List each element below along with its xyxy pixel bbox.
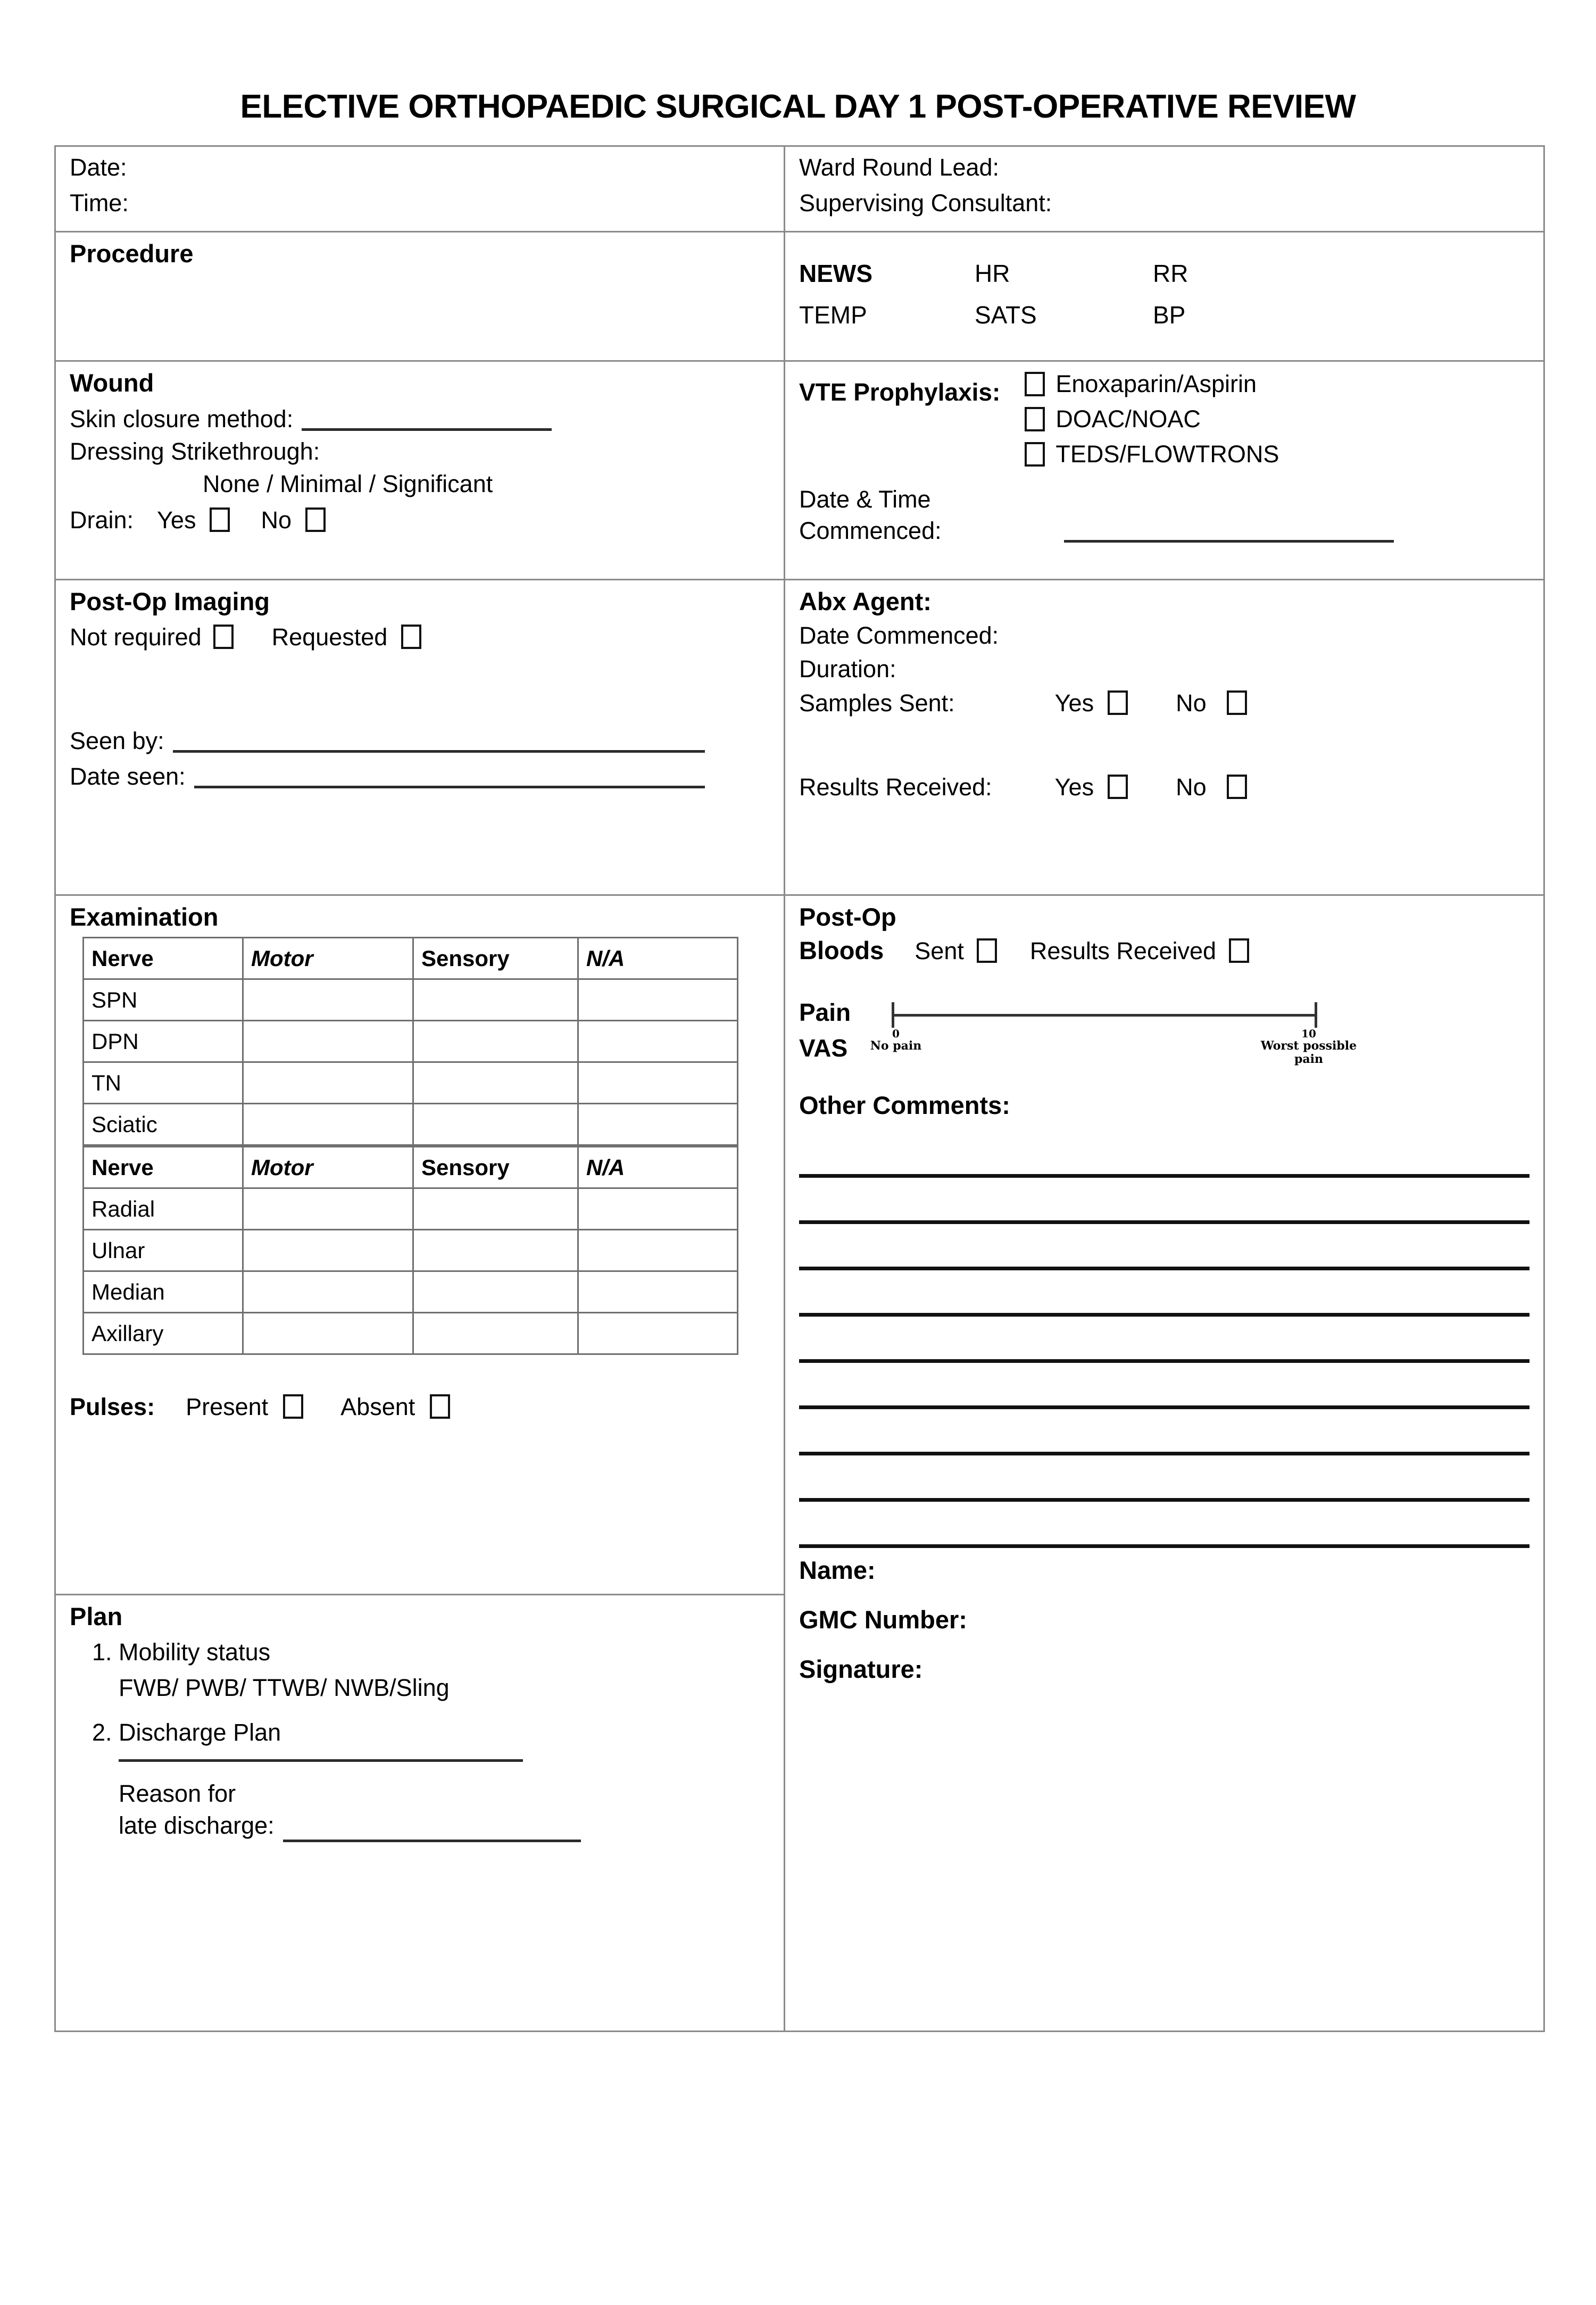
motor-cell[interactable] [243, 1230, 413, 1271]
na-cell[interactable] [578, 1021, 738, 1062]
sensory-cell[interactable] [413, 1188, 578, 1230]
vte-option-label: DOAC/NOAC [1055, 405, 1201, 432]
sensory-cell[interactable] [413, 1271, 578, 1313]
nerve-table-upper-limb [82, 1146, 738, 1355]
bloods-heading-line2: Bloods [799, 936, 884, 964]
table-row [84, 1271, 738, 1313]
abx-samples-sent-label: Samples Sent: [799, 689, 955, 717]
bloods-sent-checkbox[interactable] [977, 938, 997, 963]
skin-closure-row [70, 407, 770, 431]
procedure-heading: Procedure [70, 239, 194, 268]
vte-datetime-input[interactable] [1064, 540, 1394, 543]
col-header-sensory: Sensory [413, 1147, 578, 1188]
reason-row [119, 1810, 770, 1842]
wound-heading: Wound [70, 369, 154, 397]
abx-heading: Abx Agent: [799, 587, 932, 615]
drain-label: Drain: [70, 506, 134, 534]
na-cell[interactable] [578, 1062, 738, 1104]
vas-max-endpoint [1256, 1028, 1362, 1067]
motor-cell[interactable] [243, 1104, 413, 1145]
bloods-heading-line1: Post-Op [799, 903, 896, 931]
date-label: Date: [70, 154, 127, 181]
sensory-cell[interactable] [413, 1313, 578, 1354]
imaging-heading: Post-Op Imaging [70, 587, 270, 615]
pulses-present-label: Present [186, 1393, 269, 1420]
comment-line[interactable] [799, 1502, 1530, 1548]
col-header-na: N/A [578, 938, 738, 979]
dressing-strikethrough-label: Dressing Strikethrough: [70, 438, 320, 465]
pulses-present-checkbox[interactable] [283, 1394, 303, 1419]
plan-ordered-list [70, 1640, 770, 1665]
col-header-sensory: Sensory [413, 938, 578, 979]
imaging-seen-by-input[interactable] [173, 750, 705, 753]
comments-heading: Other Comments: [799, 1091, 1010, 1119]
sats-label: SATS [975, 301, 1037, 329]
nerve-name-cell: TN [84, 1062, 243, 1104]
spacer [70, 179, 770, 191]
bp-label: BP [1153, 301, 1186, 329]
plan-ordered-list-2 [70, 1720, 770, 1745]
col-header-nerve: Nerve [84, 1147, 243, 1188]
na-cell[interactable] [578, 1271, 738, 1313]
vte-datetime-label-line2: Commenced: [799, 517, 942, 544]
imaging-not-required-checkbox[interactable] [213, 625, 234, 649]
drain-no-label: No [261, 506, 292, 534]
drain-row [70, 507, 770, 532]
col-header-motor: Motor [243, 938, 413, 979]
table-header-row [84, 1147, 738, 1188]
imaging-options-row [70, 625, 770, 649]
table-row-imaging-abx [55, 580, 1544, 895]
vte-datetime-row [799, 519, 1530, 543]
cell-procedure [55, 232, 785, 361]
bloods-sent-label: Sent [915, 937, 964, 964]
pain-vas-scale[interactable] [870, 1002, 1357, 1076]
bloods-results-received-label: Results Received [1029, 937, 1217, 964]
vte-datetime-label-line1: Date & Time [799, 486, 931, 513]
table-row [84, 1104, 738, 1145]
examination-heading: Examination [70, 903, 219, 931]
table-row [84, 1188, 738, 1230]
vte-doac-checkbox[interactable] [1025, 407, 1045, 431]
imaging-date-seen-input[interactable] [194, 786, 705, 788]
vte-option-label: TEDS/FLOWTRONS [1055, 440, 1279, 468]
cell-imaging [55, 580, 785, 895]
skin-closure-input[interactable] [302, 428, 552, 431]
vas-max-caption-line1: Worst possible [1260, 1039, 1357, 1053]
comment-line[interactable] [799, 1363, 1530, 1409]
vas-axis-line [892, 1014, 1317, 1017]
vte-teds-checkbox[interactable] [1025, 442, 1045, 467]
plan-item-1-label: Mobility status [119, 1638, 271, 1666]
abx-results-yes-checkbox[interactable] [1108, 775, 1128, 799]
pulses-absent-checkbox[interactable] [430, 1394, 450, 1419]
table-row-wound-vte [55, 361, 1544, 580]
table-row [84, 1313, 738, 1354]
imaging-requested-label: Requested [271, 623, 388, 651]
comments-lines [799, 1131, 1530, 1548]
plan-item-discharge [119, 1720, 770, 1745]
col-header-motor: Motor [243, 1147, 413, 1188]
abx-date-commenced-label: Date Commenced: [799, 622, 999, 649]
table-row-examination-bloods [55, 895, 1544, 1595]
vas-min-endpoint [864, 1028, 928, 1053]
page-title: ELECTIVE ORTHOPAEDIC SURGICAL DAY 1 POST-OPERATIVE REVIEW [240, 88, 1356, 125]
vte-block [799, 370, 1530, 476]
vte-option-doac[interactable] [1025, 405, 1279, 433]
pain-vas-block [799, 995, 1530, 1076]
abx-samples-yes-label: Yes [1054, 689, 1094, 717]
late-discharge-reason-block [119, 1778, 770, 1843]
table-row-procedure-vitals [55, 232, 1544, 361]
col-header-na: N/A [578, 1147, 738, 1188]
abx-results-yes-label: Yes [1054, 773, 1094, 801]
time-label: Time: [70, 189, 129, 217]
drain-yes-checkbox[interactable] [210, 507, 230, 532]
imaging-date-seen-row [70, 764, 770, 788]
vas-end-labels [870, 1027, 1357, 1076]
vte-option-label: Enoxaparin/Aspirin [1055, 370, 1257, 397]
comment-line[interactable] [799, 1409, 1530, 1455]
imaging-seen-by-label: Seen by: [70, 727, 164, 754]
motor-cell[interactable] [243, 1188, 413, 1230]
sensory-cell[interactable] [413, 979, 578, 1021]
reason-label-line2: late discharge: [119, 1812, 275, 1840]
vte-enoxaparin-checkbox[interactable] [1025, 372, 1045, 396]
vte-options [1025, 370, 1279, 476]
na-cell[interactable] [578, 1104, 738, 1145]
motor-cell[interactable] [243, 1271, 413, 1313]
pulses-label: Pulses: [70, 1393, 155, 1420]
vas-label: VAS [799, 1034, 848, 1062]
table-header-row [84, 938, 738, 979]
abx-results-no-label: No [1176, 773, 1207, 801]
cell-plan [55, 1595, 785, 2032]
ward-round-lead-label: Ward Round Lead: [799, 154, 1000, 181]
plan-item-mobility [119, 1640, 770, 1665]
cell-abx [785, 580, 1544, 895]
bloods-row [799, 938, 1530, 963]
vas-axis-bar[interactable] [892, 1002, 1317, 1028]
table-row [84, 1230, 738, 1271]
vas-min-caption: No pain [870, 1039, 922, 1053]
plan-mobility-options[interactable]: FWB/ PWB/ TTWB/ NWB/Sling [119, 1674, 450, 1702]
na-cell[interactable] [578, 1313, 738, 1354]
vte-option-enoxaparin[interactable] [1025, 370, 1279, 398]
vitals-row-1 [799, 259, 1530, 288]
abx-samples-sent-row [799, 690, 1530, 715]
comment-line[interactable] [799, 1270, 1530, 1317]
post-op-review-table [54, 145, 1545, 2032]
reason-label-line1: Reason for [119, 1779, 236, 1807]
sensory-cell[interactable] [413, 1021, 578, 1062]
vas-min-value: 0 [892, 1027, 900, 1040]
nerve-name-cell: Axillary [84, 1313, 243, 1354]
table-row [84, 1062, 738, 1104]
discharge-plan-input[interactable] [119, 1759, 523, 1762]
na-cell[interactable] [578, 979, 738, 1021]
gmc-number-label: GMC Number: [799, 1605, 967, 1634]
motor-cell[interactable] [243, 1021, 413, 1062]
vte-heading: VTE Prophylaxis: [799, 378, 1001, 406]
table-row [84, 1021, 738, 1062]
supervising-consultant-label: Supervising Consultant: [799, 189, 1052, 217]
nerve-name-cell: Ulnar [84, 1230, 243, 1271]
na-cell[interactable] [578, 1230, 738, 1271]
sensory-cell[interactable] [413, 1062, 578, 1104]
motor-cell[interactable] [243, 1313, 413, 1354]
nerve-name-cell: Median [84, 1271, 243, 1313]
imaging-date-seen-label: Date seen: [70, 763, 186, 790]
late-discharge-reason-input[interactable] [283, 1840, 581, 1842]
cell-wound [55, 361, 785, 580]
vas-max-caption-line2: pain [1294, 1052, 1323, 1067]
imaging-seen-by-row [70, 729, 770, 753]
na-cell[interactable] [578, 1188, 738, 1230]
skin-closure-label: Skin closure method: [70, 405, 294, 432]
abx-results-no-checkbox[interactable] [1227, 775, 1247, 799]
motor-cell[interactable] [243, 979, 413, 1021]
vitals-row-2 [799, 301, 1530, 329]
vas-max-value: 10 [1301, 1027, 1316, 1040]
col-header-nerve: Nerve [84, 938, 243, 979]
abx-samples-no-checkbox[interactable] [1227, 690, 1247, 715]
news-label: NEWS [799, 260, 872, 287]
pulses-absent-label: Absent [340, 1393, 415, 1420]
abx-duration-label: Duration: [799, 655, 896, 683]
sensory-cell[interactable] [413, 1230, 578, 1271]
abx-results-received-row [799, 775, 1530, 799]
pain-label: Pain [799, 998, 851, 1026]
signature-label: Signature: [799, 1655, 923, 1683]
abx-results-received-label: Results Received: [799, 773, 992, 801]
cell-bloods-pain-comments [785, 895, 1544, 2032]
nerve-name-cell: Radial [84, 1188, 243, 1230]
motor-cell[interactable] [243, 1062, 413, 1104]
cell-examination [55, 895, 785, 1595]
nerve-name-cell: Sciatic [84, 1104, 243, 1145]
vte-option-teds[interactable] [1025, 440, 1279, 468]
cell-vte [785, 361, 1544, 580]
comment-line[interactable] [799, 1224, 1530, 1270]
cell-ward-round-lead [785, 146, 1544, 232]
imaging-not-required-label: Not required [70, 623, 202, 651]
cell-date-time [55, 146, 785, 232]
imaging-requested-checkbox[interactable] [401, 625, 421, 649]
table-row-identifiers [55, 146, 1544, 232]
comment-line[interactable] [799, 1178, 1530, 1224]
hr-label: HR [975, 260, 1010, 287]
pulses-row [70, 1394, 770, 1419]
table-row [84, 979, 738, 1021]
comment-line[interactable] [799, 1455, 1530, 1502]
cell-vitals [785, 232, 1544, 361]
plan-item-2-label: Discharge Plan [119, 1719, 281, 1746]
vas-tick-min [892, 1002, 894, 1028]
drain-no-checkbox[interactable] [305, 507, 326, 532]
vas-tick-max [1315, 1002, 1317, 1028]
bloods-results-received-checkbox[interactable] [1229, 938, 1249, 963]
nerve-name-cell: DPN [84, 1021, 243, 1062]
sensory-cell[interactable] [413, 1104, 578, 1145]
nerve-table-lower-limb [82, 937, 738, 1146]
abx-samples-yes-checkbox[interactable] [1108, 690, 1128, 715]
strikethrough-options[interactable]: None / Minimal / Significant [203, 470, 493, 497]
drain-yes-label: Yes [157, 506, 196, 534]
name-label: Name: [799, 1556, 876, 1584]
plan-heading: Plan [70, 1602, 123, 1630]
comment-line[interactable] [799, 1317, 1530, 1363]
comment-line[interactable] [799, 1131, 1530, 1178]
abx-samples-no-label: No [1176, 689, 1207, 717]
rr-label: RR [1153, 260, 1188, 287]
temp-label: TEMP [799, 301, 867, 329]
vitals-grid [799, 259, 1530, 329]
nerve-name-cell: SPN [84, 979, 243, 1021]
